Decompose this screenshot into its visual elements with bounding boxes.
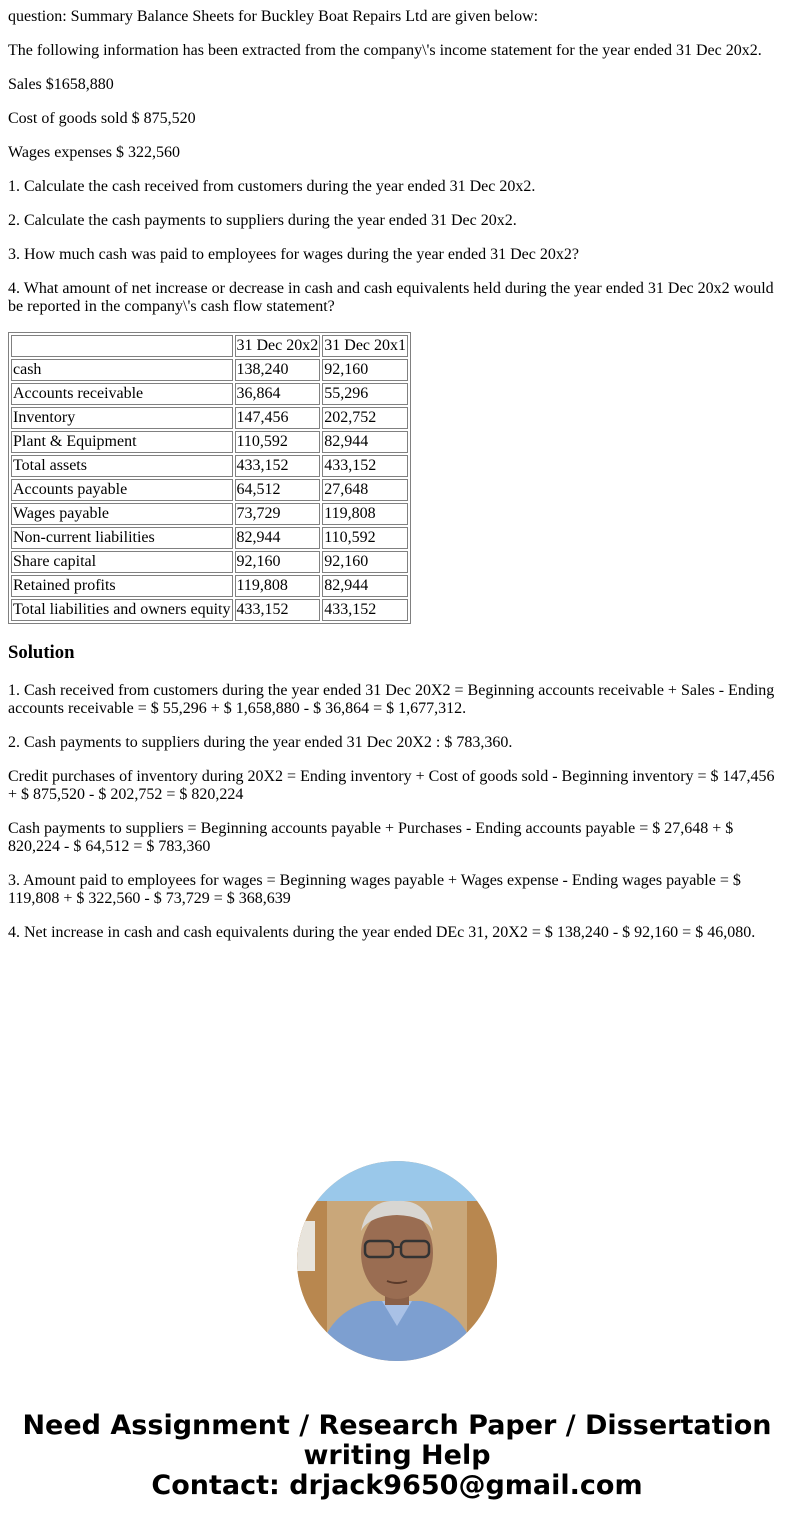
table-cell: 119,808 [235, 575, 321, 597]
table-row [11, 431, 408, 453]
table-row [11, 407, 408, 429]
table-row [11, 599, 408, 621]
table-cell: 110,592 [322, 527, 408, 549]
document [0, 8, 794, 942]
solution-paragraph: 1. Cash received from customers during the year ended 31 Dec 20X2 = Beginning accounts receivable + Sales - Ending accounts receivable = $ 55,296 + $ 1,658,880 - $ 36,864 = $ 1,677,312. [8, 682, 775, 717]
table-cell: 92,160 [235, 551, 321, 573]
table-cell: 110,592 [235, 431, 321, 453]
table-row [11, 503, 408, 525]
footer-help-text: Need Assignment / Research Paper / Dissertation writing Help [22, 1410, 772, 1471]
table-cell: 92,160 [322, 359, 408, 381]
table-cell: Plant & Equipment [11, 431, 233, 453]
table-cell: 433,152 [322, 455, 408, 477]
solution-paragraph: 4. Net increase in cash and cash equivalents during the year ended DEc 31, 20X2 = $ 138,240 - $ 92,160 = $ 46,080. [8, 924, 756, 941]
question-1: 1. Calculate the cash received from customers during the year ended 31 Dec 20x2. [8, 178, 536, 195]
table-row [11, 527, 408, 549]
solution-paragraph: 2. Cash payments to suppliers during the year ended 31 Dec 20X2 : $ 783,360. [8, 734, 513, 751]
wages-line: Wages expenses $ 322,560 [8, 144, 181, 161]
cogs-line: Cost of goods sold $ 875,520 [8, 110, 196, 127]
sales-line: Sales $1658,880 [8, 76, 114, 93]
table-cell: Total liabilities and owners equity [11, 599, 233, 621]
question-3: 3. How much cash was paid to employees for wages during the year ended 31 Dec 20x2? [8, 246, 579, 263]
table-cell: Accounts receivable [11, 383, 233, 405]
solution-body [8, 682, 786, 942]
table-cell: 27,648 [322, 479, 408, 501]
table-cell: 55,296 [322, 383, 408, 405]
table-header-cell [11, 335, 233, 357]
table-header-cell: 31 Dec 20x2 [235, 335, 321, 357]
table-cell: Inventory [11, 407, 233, 429]
balance-sheet-table [8, 332, 411, 624]
table-cell: 147,456 [235, 407, 321, 429]
table-cell: Total assets [11, 455, 233, 477]
table-cell: 82,944 [322, 431, 408, 453]
table-header-row [11, 335, 408, 357]
table-cell: Accounts payable [11, 479, 233, 501]
table-cell: 119,808 [322, 503, 408, 525]
table-cell: 73,729 [235, 503, 321, 525]
table-row [11, 479, 408, 501]
table-row [11, 359, 408, 381]
question-4: 4. What amount of net increase or decrease in cash and cash equivalents held during the year ended 31 Dec 20x2 would be reported in the company\'s cash flow statement? [8, 280, 774, 315]
table-cell: 433,152 [322, 599, 408, 621]
table-row [11, 455, 408, 477]
table-cell: 82,944 [235, 527, 321, 549]
table-cell: 64,512 [235, 479, 321, 501]
solution-heading: Solution [8, 642, 75, 663]
question-2: 2. Calculate the cash payments to suppliers during the year ended 31 Dec 20x2. [8, 212, 517, 229]
question-intro: question: Summary Balance Sheets for Buckley Boat Repairs Ltd are given below: [8, 8, 539, 25]
table-row [11, 575, 408, 597]
author-avatar [297, 1161, 497, 1361]
footer-contact: Contact: drjack9650@gmail.com [151, 1470, 643, 1501]
solution-paragraph: 3. Amount paid to employees for wages = Beginning wages payable + Wages expense - Ending wages payable = $ 119,808 + $ 322,560 - $ 73,729 = $ 368,639 [8, 872, 741, 907]
table-header-cell: 31 Dec 20x1 [322, 335, 408, 357]
table-cell: Wages payable [11, 503, 233, 525]
table-cell: 433,152 [235, 599, 321, 621]
author-photo-icon [297, 1161, 497, 1361]
question-info: The following information has been extracted from the company\'s income statement for the year ended 31 Dec 20x2. [8, 42, 762, 59]
table-cell: cash [11, 359, 233, 381]
footer-banner [0, 1411, 794, 1501]
table-cell: 202,752 [322, 407, 408, 429]
table-cell: Share capital [11, 551, 233, 573]
table-cell: 82,944 [322, 575, 408, 597]
table-cell: 433,152 [235, 455, 321, 477]
solution-paragraph: Cash payments to suppliers = Beginning accounts payable + Purchases - Ending accounts payable = $ 27,648 + $ 820,224 - $ 64,512 = $ 783,360 [8, 820, 734, 855]
table-cell: 36,864 [235, 383, 321, 405]
solution-paragraph: Credit purchases of inventory during 20X2 = Ending inventory + Cost of goods sold - Beginning inventory = $ 147,456 + $ 875,520 - $ 202,752 = $ 820,224 [8, 768, 775, 803]
table-cell: 92,160 [322, 551, 408, 573]
table-row [11, 551, 408, 573]
table-cell: 138,240 [235, 359, 321, 381]
table-row [11, 383, 408, 405]
table-cell: Non-current liabilities [11, 527, 233, 549]
table-cell: Retained profits [11, 575, 233, 597]
